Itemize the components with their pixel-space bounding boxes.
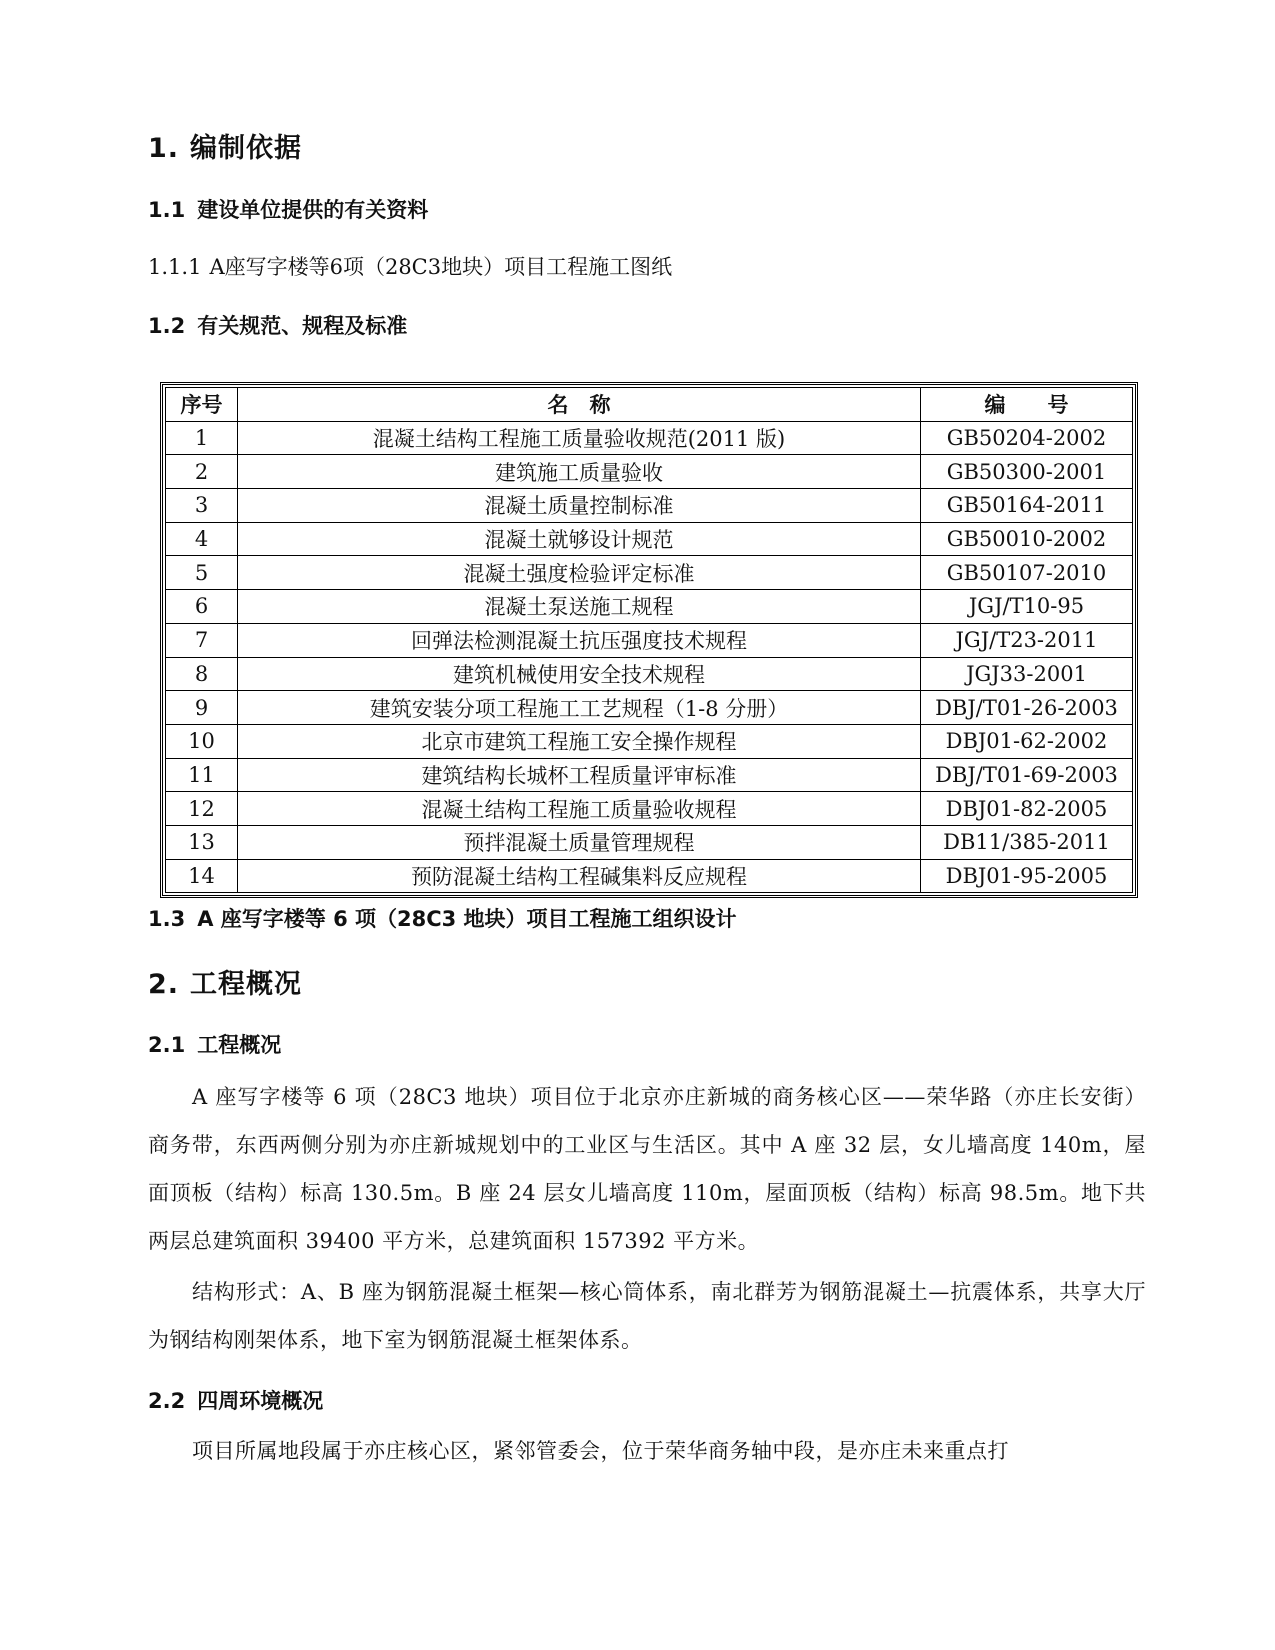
- header-code: 编 号: [921, 388, 1133, 422]
- section-number: 1.: [148, 133, 180, 164]
- row-name: 预防混凝土结构工程碱集料反应规程: [238, 859, 921, 893]
- row-name: 建筑结构长城杯工程质量评审标准: [238, 758, 921, 792]
- section-number: 1.2: [148, 314, 186, 338]
- section-2-1-heading: [148, 1029, 281, 1059]
- row-code: JGJ/T10-95: [921, 590, 1133, 624]
- section-1-2-heading: [148, 310, 407, 340]
- row-name: 混凝土结构工程施工质量验收规程: [238, 792, 921, 826]
- section-title: 四周环境概况: [197, 1389, 324, 1413]
- paragraph-surroundings: 项目所属地段属于亦庄核心区，紧邻管委会，位于荣华商务轴中段，是亦庄未来重点打: [192, 1439, 1009, 1463]
- row-code: DBJ/T01-26-2003: [921, 691, 1133, 725]
- row-name: 混凝土强度检验评定标准: [238, 556, 921, 590]
- table-row: [166, 792, 1133, 826]
- section-2-2-heading: [148, 1385, 323, 1415]
- row-code: DBJ/T01-69-2003: [921, 758, 1133, 792]
- row-index: 6: [166, 590, 238, 624]
- row-code: GB50300-2001: [921, 455, 1133, 489]
- row-name: 北京市建筑工程施工安全操作规程: [238, 724, 921, 758]
- row-index: 12: [166, 792, 238, 826]
- section-2-heading: [148, 962, 302, 1001]
- table-row: [166, 489, 1133, 523]
- header-name: 名 称: [238, 388, 921, 422]
- row-index: 4: [166, 522, 238, 556]
- row-index: 5: [166, 556, 238, 590]
- row-code: DBJ01-82-2005: [921, 792, 1133, 826]
- table-row: [166, 455, 1133, 489]
- section-1-3-heading: [148, 903, 737, 933]
- row-code: JGJ/T23-2011: [921, 623, 1133, 657]
- section-1-1-heading: [148, 194, 428, 224]
- paragraph-structure-form: 结构形式：A、B 座为钢筋混凝土框架—核心筒体系，南北群芳为钢筋混凝土—抗震体系，共享大厅为钢结构刚架体系，地下室为钢筋混凝土框架体系。: [148, 1280, 1146, 1352]
- table-row: [166, 657, 1133, 691]
- row-name: 混凝土泵送施工规程: [238, 590, 921, 624]
- table-row: [166, 859, 1133, 893]
- table-row: [166, 691, 1133, 725]
- row-index: 13: [166, 825, 238, 859]
- section-title: 工程概况: [197, 1033, 282, 1057]
- section-number: 2.1: [148, 1033, 186, 1057]
- standards-table: [160, 382, 1138, 898]
- row-code: GB50010-2002: [921, 522, 1133, 556]
- section-number: 2.: [148, 969, 180, 1000]
- row-index: 3: [166, 489, 238, 523]
- row-name: 建筑安装分项工程施工工艺规程（1-8 分册）: [238, 691, 921, 725]
- table-row: [166, 724, 1133, 758]
- section-title: A 座写字楼等 6 项（28C3 地块）项目工程施工组织设计: [197, 907, 737, 931]
- row-code: DBJ01-62-2002: [921, 724, 1133, 758]
- section-title: 工程概况: [190, 969, 302, 1000]
- section-title: 编制依据: [190, 133, 302, 164]
- row-name: 混凝土质量控制标准: [238, 489, 921, 523]
- section-1-1-1-heading: [148, 251, 672, 281]
- row-index: 10: [166, 724, 238, 758]
- row-code: GB50164-2011: [921, 489, 1133, 523]
- row-index: 7: [166, 623, 238, 657]
- row-index: 8: [166, 657, 238, 691]
- table-row: [166, 522, 1133, 556]
- row-name: 混凝土就够设计规范: [238, 522, 921, 556]
- section-number: 1.1: [148, 198, 186, 222]
- row-name: 混凝土结构工程施工质量验收规范(2011 版): [238, 421, 921, 455]
- section-1-heading: [148, 126, 302, 165]
- row-code: JGJ33-2001: [921, 657, 1133, 691]
- row-name: 建筑施工质量验收: [238, 455, 921, 489]
- row-index: 11: [166, 758, 238, 792]
- table-row: [166, 825, 1133, 859]
- row-code: GB50204-2002: [921, 421, 1133, 455]
- section-title: 建设单位提供的有关资料: [197, 198, 429, 222]
- row-code: GB50107-2010: [921, 556, 1133, 590]
- section-number: 1.1.1: [148, 255, 202, 279]
- row-index: 2: [166, 455, 238, 489]
- table-row: [166, 421, 1133, 455]
- row-index: 14: [166, 859, 238, 893]
- section-title: A座写字楼等6项（28C3地块）项目工程施工图纸: [209, 255, 673, 279]
- section-title: 有关规范、规程及标准: [197, 314, 408, 338]
- row-index: 9: [166, 691, 238, 725]
- table-row: [166, 758, 1133, 792]
- row-index: 1: [166, 421, 238, 455]
- table-row: [166, 556, 1133, 590]
- section-number: 2.2: [148, 1389, 186, 1413]
- row-name: 预拌混凝土质量管理规程: [238, 825, 921, 859]
- row-code: DB11/385-2011: [921, 825, 1133, 859]
- table-header-row: [166, 388, 1133, 422]
- paragraph-project-overview: A 座写字楼等 6 项（28C3 地块）项目位于北京亦庄新城的商务核心区——荣华路（亦庄长安街）商务带，东西两侧分别为亦庄新城规划中的工业区与生活区。其中 A 座 32 层，女儿墙高度 140m，屋面顶板（结构）标高 130.5m。B 座 24 层女儿墙高度 110m，屋面顶板（结构）标高 98.5m。地下共两层总建筑面积 39400 平方米，总建筑面积 157392 平方米。: [148, 1085, 1146, 1253]
- section-number: 1.3: [148, 907, 186, 931]
- row-code: DBJ01-95-2005: [921, 859, 1133, 893]
- row-name: 回弹法检测混凝土抗压强度技术规程: [238, 623, 921, 657]
- row-name: 建筑机械使用安全技术规程: [238, 657, 921, 691]
- table-row: [166, 590, 1133, 624]
- table-row: [166, 623, 1133, 657]
- header-index: 序号: [166, 388, 238, 422]
